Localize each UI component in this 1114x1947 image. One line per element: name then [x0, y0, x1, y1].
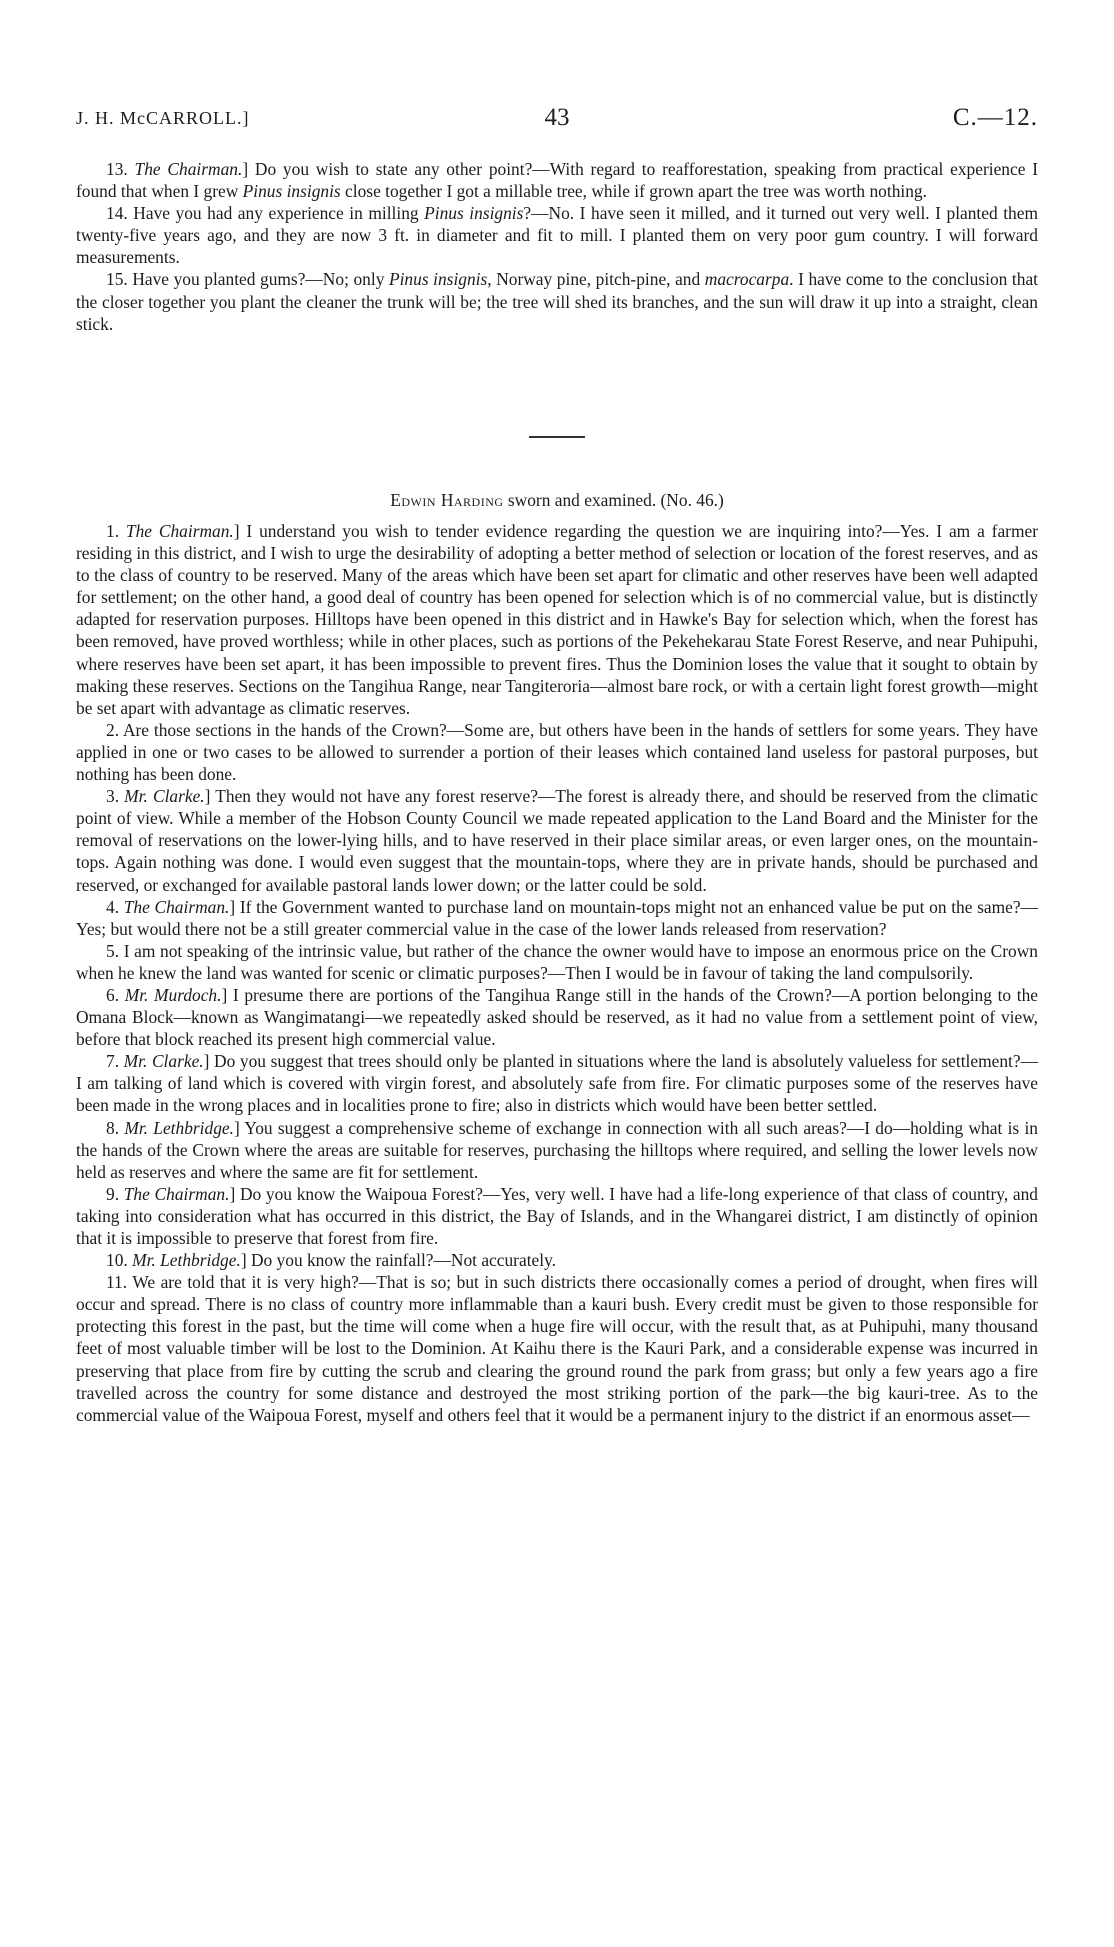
question-paragraph: 15. Have you planted gums?—No; only Pinus insignis, Norway pine, pitch-pine, and macrocarpa. I have come to the conclusion that the closer together you plant the cleaner the trunk will be; the tree will shed its branches, and the sun will draw it up into a straight, clean stick.	[76, 269, 1038, 334]
question-paragraph: 5. I am not speaking of the intrinsic value, but rather of the chance the owner would have to impose an enormous price on the Crown when he knew the land was wanted for scenic or climatic purposes?—Then I would be in favour of taking the land compulsorily.	[76, 940, 1038, 983]
question-paragraph: 14. Have you had any experience in milling Pinus insignis?—No. I have seen it milled, and it turned out very well. I planted them twenty-five years ago, and they are now 3 ft. in diameter and fit to mill. I planted them on very poor gum country. I will forward measurements.	[76, 203, 1038, 268]
question-paragraph: 7. Mr. Clarke.] Do you suggest that trees should only be planted in situations where the land is absolutely valueless for settlement?—I am talking of land which is covered with virgin forest, and absolutely safe from fire. For climatic purposes some of the reserves have been made in the wrong places and in localities prone to fire; also in districts which would have been better settled.	[76, 1051, 1038, 1116]
witness-testimony	[76, 520, 1038, 1426]
testimony-continued	[76, 158, 1038, 335]
question-paragraph: 13. The Chairman.] Do you wish to state any other point?—With regard to reafforestation, speaking from practical experience I found that when I grew Pinus insignis close together I got a millable tree, while if grown apart the tree was worth nothing.	[76, 159, 1038, 202]
header-witness-name: J. H. McCARROLL.]	[76, 108, 250, 128]
question-paragraph: 4. The Chairman.] If the Government wanted to purchase land on mountain-tops might not an enhanced value be put on the same?—Yes; but would there not be a still greater commercial value in the case of the lower lands released from reservation?	[76, 896, 1038, 939]
question-paragraph: 9. The Chairman.] Do you know the Waipoua Forest?—Yes, very well. I have had a life-long experience of that class of country, and taking into consideration what has occurred in this district, the Bay of Islands, and in the Whangarei district, I am distinctly of opinion that it is impossible to preserve that forest from fire.	[76, 1183, 1038, 1248]
question-paragraph: 6. Mr. Murdoch.] I presume there are portions of the Tangihua Range still in the hands of the Crown?—A portion belonging to the Omana Block—known as Wangimatangi—we repeatedly asked should be reserved, as it had no value from a settlement point of view, before that block reached its present high commercial value.	[76, 984, 1038, 1050]
question-paragraph: 3. Mr. Clarke.] Then they would not have any forest reserve?—The forest is already there, and should be reserved from the climatic point of view. While a member of the Hobson County Council we made repeated application to the Land Board and the Minister for the removal of reservations on the lower-lying hills, and to have reserved in their place similar areas, or even larger ones, on the mountain-tops. Again nothing was done. I would even suggest that the mountain-tops, where they are in private hands, should be purchased and reserved, or exchanged for available pastoral lands lower down; or the latter could be sold.	[76, 786, 1038, 895]
question-paragraph: 1. The Chairman.] I understand you wish to tender evidence regarding the question we are inquiring into?—Yes. I am a farmer residing in this district, and I wish to urge the desirability of adopting a better method of selection or location of the forest reserves, and as to the class of country to be reserved. Many of the areas which have been set apart for climatic and other reserves have been well adapted for settlement; on the other hand, a good deal of country has been opened for selection which is of no commercial value, but is distinctly adapted for reservation purposes. Hilltops have been opened in this district and in Hawke's Bay for selection which, when the forest has been removed, have proved worthless; while in other places, such as portions of the Pekehekarau State Forest Reserve, and near Puhipuhi, where reserves have been set apart, it has been impossible to prevent fires. Thus the Dominion loses the value that it sought to obtain by making these reserves. Sections on the Tangihua Range, near Tangiteroria—almost bare rock, or with a certain light forest growth—might be set apart with advantage as climatic reserves.	[76, 521, 1039, 718]
document-reference: C.—12.	[952, 104, 1038, 131]
question-paragraph: 11. We are told that it is very high?—That is so; but in such districts there occasionally comes a period of drought, when fires will occur and spread. There is no class of country more inflammable than a kauri bush. Every credit must be given to those responsible for protecting this forest in the past, but the time will come when a huge fire will occur, with the result that, as at Puhipuhi, many thousand feet of most valuable timber will be lost to the Dominion. At Kaihu there is the Kauri Park, and a considerable expense was incurred in preserving that place from fire by cutting the scrub and clearing the ground round the park from grass; but only a few years ago a fire travelled across the country for some distance and destroyed the most striking portion of the park—the big kauri-tree. As to the commercial value of the Waipoua Forest, myself and others feel that it would be a permanent injury to the district if an enormous asset—	[76, 1272, 1038, 1425]
question-paragraph: 10. Mr. Lethbridge.] Do you know the rainfall?—Not accurately.	[106, 1250, 556, 1271]
witness-heading: Edwin Harding sworn and examined. (No. 46.)	[390, 490, 724, 510]
question-paragraph: 8. Mr. Lethbridge.] You suggest a comprehensive scheme of exchange in connection with all such areas?—I do—holding what is in the hands of the Crown where the areas are suitable for reserves, purchasing the hilltops where required, and selling the lower levels now held as reserves and where the same are fit for settlement.	[76, 1117, 1038, 1182]
question-paragraph: 2. Are those sections in the hands of the Crown?—Some are, but others have been in the hands of settlers for some years. They have applied in one or two cases to be allowed to surrender a portion of their leases which contained land useless for pastoral purposes, but nothing has been done.	[76, 719, 1038, 785]
page-header	[76, 104, 1038, 134]
section-divider	[529, 436, 585, 438]
witness-name: Edwin Harding	[390, 490, 504, 510]
page-number: 43	[544, 104, 570, 131]
